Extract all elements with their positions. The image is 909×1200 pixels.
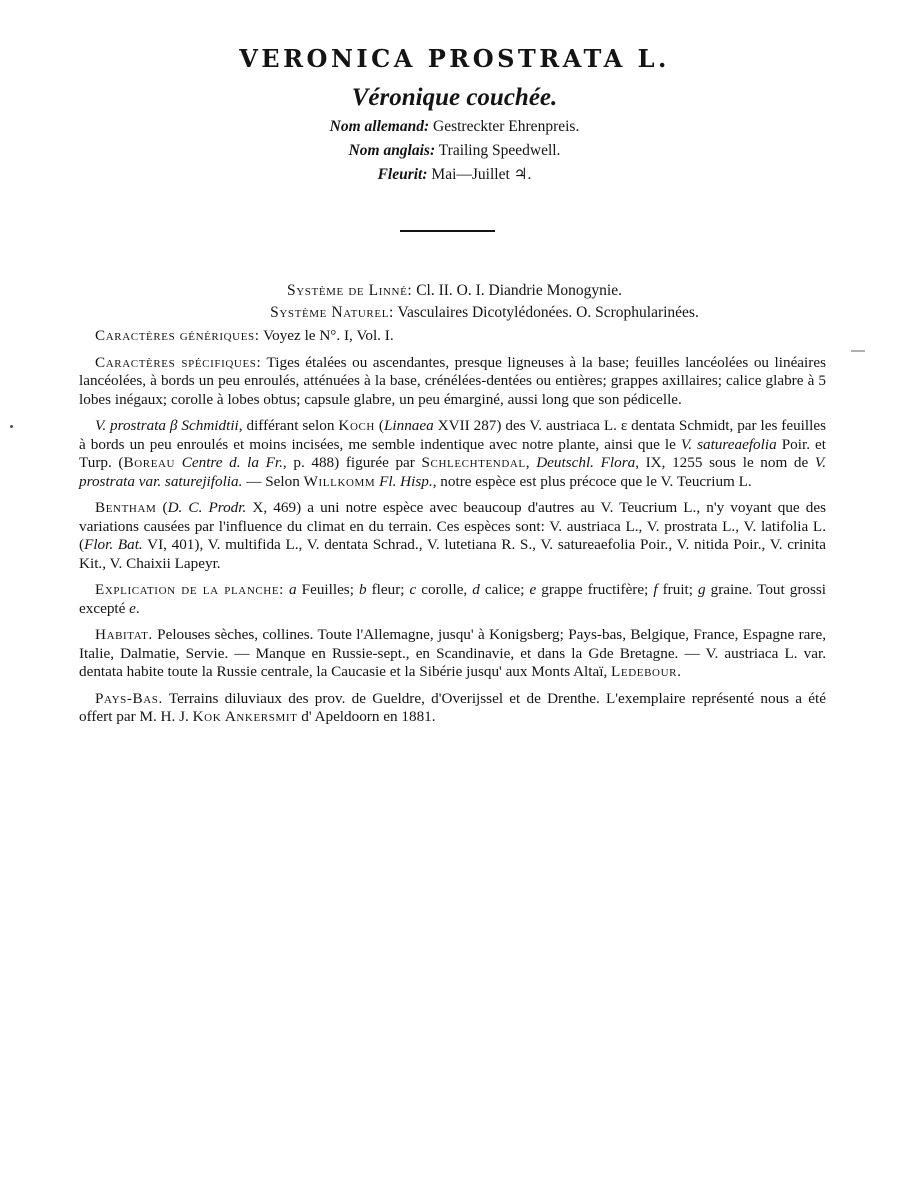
author-bentham: Bentham — [95, 499, 157, 516]
author-schlechtendal: Schlechtendal — [421, 454, 526, 471]
schmidtii-paragraph — [79, 417, 826, 491]
bentham-text: X, 469) a uni notre espèce avec beaucoup d'autres au V. Teucrium L., n'y voyant que des variations causées par l'influence du climat en du terrain. Ces espèces sont: V. austriaca L., V. prostrata L., V. latifolia L. ( — [79, 499, 827, 553]
plate-text: fruit; — [657, 581, 698, 598]
german-name-line — [0, 118, 909, 136]
margin-mark — [851, 350, 865, 352]
page-title: VERONICA PROSTRATA L. — [239, 44, 670, 73]
author-willkomm: Willkomm — [303, 472, 376, 490]
plate-text: . — [135, 599, 140, 617]
page-subtitle: Véronique couchée. — [351, 84, 558, 111]
bentham-text: ( — [156, 499, 168, 516]
english-name-label: Nom anglais: — [348, 142, 436, 159]
reference-flor-bat: Flor. Bat. — [84, 536, 143, 553]
separator-rule — [400, 230, 495, 232]
species-satureaefolia: V. satureaefolia — [680, 435, 777, 453]
habitat-paragraph — [79, 626, 826, 682]
pays-bas-text: d' Apeldoorn en 1881. — [297, 708, 436, 725]
pays-bas-paragraph — [79, 690, 826, 727]
schmidtii-text: XVII 287) des V. austriaca L. ε dentata Schmidt, par les feuilles à bords un peu enroulés et moins incisées, me semble indentique avec notre plante, ainsi que le — [79, 417, 826, 453]
bloom-value: Mai—Juillet ♃. — [431, 166, 532, 183]
habitat-text: . — [677, 663, 681, 680]
plate-letter: c — [409, 581, 417, 598]
pays-bas-label: Pays-Bas. — [95, 689, 163, 707]
generic-characters-paragraph — [79, 327, 826, 346]
generic-characters-text: Voyez le N°. I, Vol. I. — [263, 327, 394, 344]
plate-text: grappe fructifère; — [536, 581, 654, 598]
plate-text: corolle, — [416, 581, 473, 598]
linne-system-line — [0, 282, 909, 300]
reference-dc-prodr: D. C. Prodr. — [167, 499, 247, 516]
bentham-paragraph — [79, 499, 826, 573]
plate-explanation-paragraph — [79, 581, 826, 618]
species-saturejifolia: V. prostrata var. saturejifolia. — [79, 454, 827, 490]
english-name-value: Trailing Speedwell. — [438, 142, 561, 159]
linne-system-label: Système de Linné: — [287, 282, 413, 299]
plate-letter: e — [129, 599, 136, 617]
plate-letter: f — [653, 581, 658, 598]
plate-text: Feuilles; — [296, 581, 359, 598]
bloom-label: Fleurit: — [377, 166, 428, 183]
schmidtii-text: , — [525, 454, 537, 471]
schmidtii-text: , notre espèce est plus précoce que le V. Teucrium L. — [432, 472, 752, 490]
pays-bas-text: Terrains diluviaux des prov. de Gueldre, d'Overijssel et de Drenthe. L'exemplaire représenté nous a été offert par M. H. J. — [79, 689, 826, 725]
german-name-label: Nom allemand: — [329, 118, 430, 135]
schmidtii-text: , différant selon — [238, 417, 339, 434]
habitat-text: Pelouses sèches, collines. Toute l'Allemagne, jusqu' à Konigsberg; Pays-bas, Belgique, France, Espagne rare, Italie, Dalmatie, Servie. — Manque en Russie-sept., en Scandinavie, et dans la Gde Bretagne. — V. austriaca L. var. dentata habite toute la Russie centrale, la Caucasie et la Sibérie jusqu' aux Monts Altaï, — [79, 626, 826, 680]
margin-dot — [10, 425, 13, 428]
reference-centre: Centre d. la Fr. — [181, 454, 283, 471]
document-body — [79, 327, 826, 735]
author-boreau: Boreau — [123, 454, 176, 471]
plate-text: fleur; — [366, 581, 410, 598]
reference-deutschl-flora: Deutschl. Flora — [536, 454, 636, 471]
schmidtii-text: , p. 488) figurée par — [282, 454, 422, 471]
plate-letter: e — [529, 581, 537, 598]
author-koch: Koch — [338, 417, 375, 434]
author-ledebour: Ledebour — [611, 663, 678, 680]
schmidtii-name: V. prostrata β Schmidtii — [95, 417, 239, 434]
donor-name: Kok Ankersmit — [192, 708, 298, 725]
schmidtii-text: ( — [374, 417, 384, 434]
bentham-text: VI, 401), V. multifida L., V. dentata Schrad., V. lutetiana R. S., V. satureaefolia Poir., V. nitida Poir., V. crinita Kit., V. Chaixii Lapeyr. — [79, 536, 826, 572]
linne-system-value: Cl. II. O. I. Diandrie Monogynie. — [416, 282, 622, 299]
specific-characters-paragraph — [79, 354, 826, 410]
bloom-line — [0, 165, 909, 184]
plate-letter: d — [472, 581, 480, 598]
plate-letter: g — [698, 581, 706, 598]
schmidtii-text: , IX, 1255 sous le nom de — [635, 454, 815, 471]
plate-explanation-label: Explication de la planche: — [95, 581, 284, 598]
natural-system-value: Vasculaires Dicotylédonées. O. Scrophularinées. — [397, 304, 699, 321]
habitat-label: Habitat. — [95, 626, 153, 643]
schmidtii-text: Poir. et Turp. ( — [79, 435, 826, 471]
plate-letter: b — [358, 581, 367, 598]
reference-fl-hisp: Fl. Hisp. — [379, 472, 433, 490]
schmidtii-text — [175, 454, 182, 471]
specific-characters-label: Caractères spécifiques: — [95, 353, 262, 371]
generic-characters-label: Caractères génériques: — [95, 327, 260, 344]
reference-linnaea: Linnaea — [383, 417, 434, 434]
plate-letter: a — [289, 581, 297, 598]
plate-text: calice; — [479, 581, 530, 598]
german-name-value: Gestreckter Ehrenpreis. — [433, 118, 580, 135]
natural-system-line — [0, 304, 909, 322]
plate-text: graine. Tout grossi excepté — [79, 581, 827, 617]
english-name-line — [0, 142, 909, 160]
natural-system-label: Système Naturel: — [270, 304, 394, 321]
specific-characters-text: Tiges étalées ou ascendantes, presque ligneuses à la base; feuilles lancéolées ou linéaires lancéolées, à bords un peu enroulés, atténuées à la base, crénélées-dentées ou entières; grappes axillaires; calice glabre à 5 lobes inégaux; corolle à lobes obtus; capsule glabre, un peu émarginé, aussi long que son pédicelle. — [79, 353, 826, 408]
schmidtii-text: — Selon — [242, 472, 304, 490]
